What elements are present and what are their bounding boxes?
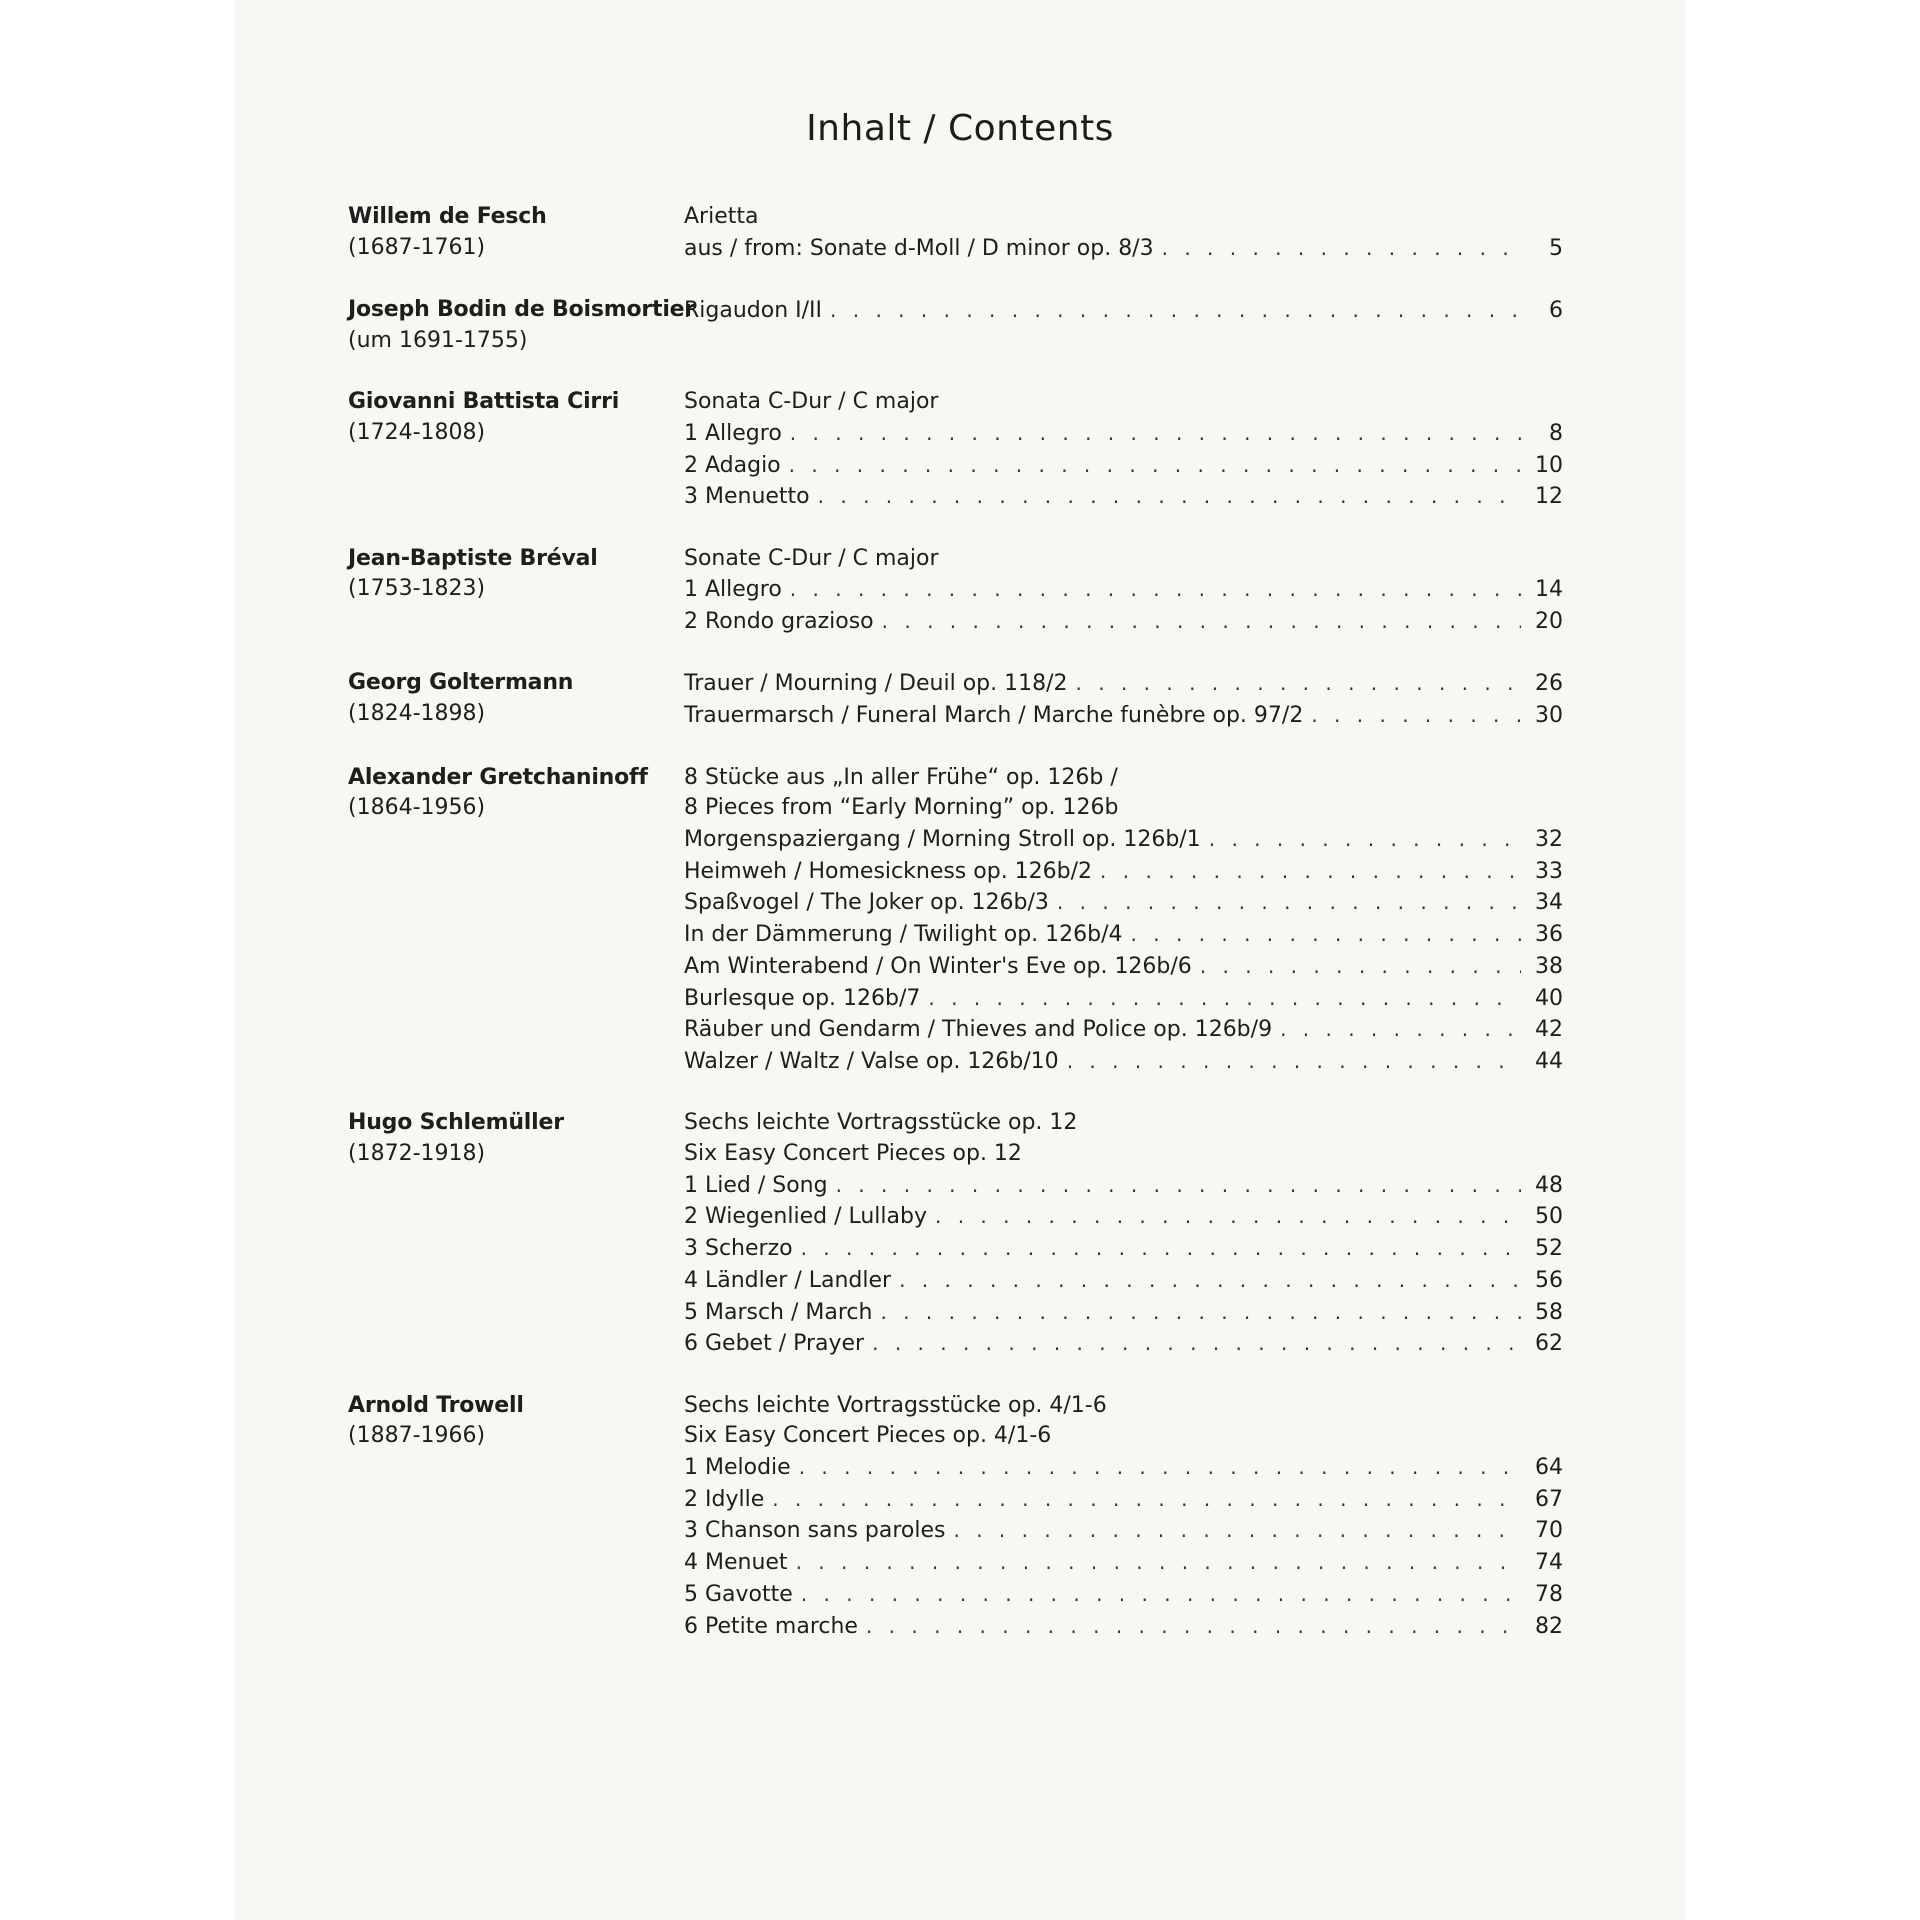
toc-entry: [684, 1328, 1563, 1360]
composer-name: Jean-Baptiste Bréval: [348, 545, 598, 571]
composer-dates: (1687-1761): [348, 234, 486, 260]
entry-title: 6 Petite marche: [684, 1613, 858, 1639]
document-page: [235, 0, 1685, 1920]
entry-page-number: 52: [1535, 1236, 1563, 1262]
composer-dates: (1872-1918): [348, 1141, 486, 1166]
dot-leader: [830, 295, 1521, 326]
work-heading: Six Easy Concert Pieces op. 12: [684, 1141, 1022, 1166]
dot-leader: [1311, 700, 1521, 731]
dot-leader: [772, 1484, 1521, 1515]
entry-title: 4 Ländler / Landler: [684, 1267, 892, 1293]
entry-page-number: 32: [1535, 826, 1563, 852]
entry-page-number: 8: [1549, 420, 1563, 446]
work-heading: 8 Stücke aus „In aller Frühe“ op. 126b /: [684, 764, 1118, 790]
dot-leader: [935, 1201, 1521, 1232]
entry-title: Am Winterabend / On Winter's Eve op. 126b/6: [684, 953, 1192, 979]
toc-entry: [684, 1170, 1563, 1202]
composer-info: [348, 1108, 684, 1360]
entry-title: Trauer / Mourning / Deuil op. 118/2: [684, 671, 1068, 697]
entry-title: Räuber und Gendarm / Thieves and Police op. 126b/9: [684, 1017, 1273, 1043]
composer-info: [348, 668, 684, 731]
entry-title: Rigaudon I/II: [684, 298, 823, 324]
entry-title: 3 Chanson sans paroles: [684, 1518, 946, 1544]
entry-page-number: 70: [1535, 1518, 1563, 1544]
dot-leader: [899, 1265, 1521, 1296]
dot-leader: [1131, 919, 1521, 950]
entry-page-number: 50: [1535, 1204, 1563, 1230]
composer-name: Willem de Fesch: [348, 204, 547, 229]
toc-entry: [684, 1233, 1563, 1265]
composer-section: [348, 202, 1563, 264]
dot-leader: [801, 1579, 1521, 1610]
composer-section: [348, 668, 1563, 731]
dot-leader: [882, 606, 1521, 637]
toc-entry: [684, 1579, 1563, 1611]
entry-page-number: 42: [1535, 1017, 1563, 1043]
works-list: [684, 544, 1563, 638]
toc-entry: [684, 295, 1563, 327]
composer-section: [348, 387, 1563, 513]
work-heading: 8 Pieces from “Early Morning” op. 126b: [684, 795, 1119, 821]
work-heading: Sechs leichte Vortragsstücke op. 12: [684, 1110, 1078, 1136]
entry-title: 5 Gavotte: [684, 1581, 793, 1607]
entry-title: 2 Rondo grazioso: [684, 609, 874, 635]
toc-entry: [684, 1611, 1563, 1643]
entry-title: Burlesque op. 126b/7: [684, 985, 921, 1011]
dot-leader: [1100, 856, 1521, 887]
entry-page-number: 36: [1535, 922, 1563, 948]
composer-dates: (1824-1898): [348, 701, 486, 727]
toc-entry: [684, 1547, 1563, 1579]
composer-dates: (1887-1966): [348, 1423, 486, 1449]
entry-page-number: 26: [1535, 671, 1563, 697]
composer-dates: (1724-1808): [348, 419, 486, 445]
composer-section: [348, 763, 1563, 1078]
work-heading: Sonata C-Dur / C major: [684, 389, 939, 415]
composer-name: Arnold Trowell: [348, 1392, 524, 1418]
toc-entry: [684, 856, 1563, 888]
work-heading: Six Easy Concert Pieces op. 4/1-6: [684, 1423, 1052, 1449]
toc-entry: [684, 824, 1563, 856]
dot-leader: [1200, 951, 1521, 982]
entry-page-number: 58: [1535, 1299, 1563, 1325]
entry-page-number: 40: [1535, 985, 1563, 1011]
entry-title: 3 Scherzo: [684, 1236, 793, 1262]
dot-leader: [872, 1328, 1521, 1359]
entry-page-number: 20: [1535, 609, 1563, 635]
composer-name: Hugo Schlemüller: [348, 1110, 564, 1136]
toc-entry: [684, 606, 1563, 638]
composer-section: [348, 295, 1563, 356]
works-list: [684, 387, 1563, 513]
entry-page-number: 14: [1535, 577, 1563, 603]
toc-entry: [684, 481, 1563, 513]
entry-page-number: 78: [1535, 1581, 1563, 1607]
dot-leader: [818, 481, 1521, 512]
entry-title: Trauermarsch / Funeral March / Marche funèbre op. 97/2: [684, 703, 1304, 729]
dot-leader: [1162, 233, 1521, 264]
dot-leader: [1209, 824, 1521, 855]
composer-name: Georg Goltermann: [348, 670, 574, 696]
dot-leader: [790, 574, 1521, 605]
entry-title: In der Dämmerung / Twilight op. 126b/4: [684, 922, 1123, 948]
composer-name: Giovanni Battista Cirri: [348, 389, 620, 415]
toc-entry: [684, 418, 1563, 450]
composer-info: [348, 544, 684, 638]
entry-page-number: 10: [1535, 452, 1563, 478]
entry-page-number: 6: [1549, 298, 1563, 324]
dot-leader: [1076, 668, 1521, 699]
toc-entry: [684, 450, 1563, 482]
entry-title: Spaßvogel / The Joker op. 126b/3: [684, 890, 1049, 916]
entry-page-number: 56: [1535, 1267, 1563, 1293]
toc-entry: [684, 1452, 1563, 1484]
composer-info: [348, 763, 684, 1078]
entry-page-number: 64: [1535, 1455, 1563, 1481]
work-heading: Sonate C-Dur / C major: [684, 545, 939, 571]
toc-entry: [684, 1046, 1563, 1078]
toc-entry: [684, 1201, 1563, 1233]
entry-page-number: 67: [1535, 1486, 1563, 1512]
works-list: [684, 202, 1563, 264]
composer-info: [348, 295, 696, 356]
entry-title: Morgenspaziergang / Morning Stroll op. 126b/1: [684, 826, 1201, 852]
toc-entry: [684, 1014, 1563, 1046]
toc-entry: [684, 1265, 1563, 1297]
composer-info: [348, 387, 684, 513]
entry-page-number: 12: [1535, 484, 1563, 510]
composer-info: [348, 202, 684, 264]
dot-leader: [799, 1452, 1521, 1483]
table-of-contents: [348, 202, 1563, 1673]
entry-title: 4 Menuet: [684, 1550, 788, 1576]
entry-title: 2 Idylle: [684, 1486, 765, 1512]
entry-page-number: 48: [1535, 1172, 1563, 1198]
entry-page-number: 74: [1535, 1550, 1563, 1576]
toc-entry: [684, 233, 1563, 265]
toc-entry: [684, 574, 1563, 606]
entry-title: 1 Allegro: [684, 420, 782, 446]
composer-name: Alexander Gretchaninoff: [348, 764, 648, 790]
works-list: [684, 668, 1563, 731]
entry-title: Heimweh / Homesickness op. 126b/2: [684, 858, 1093, 884]
entry-page-number: 33: [1535, 858, 1563, 884]
composer-section: [348, 1391, 1563, 1643]
entry-title: 3 Menuetto: [684, 484, 810, 510]
toc-entry: [684, 1515, 1563, 1547]
entry-page-number: 82: [1535, 1613, 1563, 1639]
composer-dates: (um 1691-1755): [348, 327, 528, 353]
works-list: [684, 1108, 1563, 1360]
dot-leader: [836, 1170, 1521, 1201]
entry-page-number: 62: [1535, 1331, 1563, 1357]
composer-dates: (1864-1956): [348, 795, 486, 821]
works-list: [684, 763, 1563, 1078]
toc-entry: [684, 919, 1563, 951]
toc-entry: [684, 887, 1563, 919]
dot-leader: [796, 1547, 1521, 1578]
composer-info: [348, 1391, 684, 1643]
toc-entry: [684, 668, 1563, 700]
dot-leader: [1280, 1014, 1521, 1045]
entry-page-number: 5: [1549, 235, 1563, 261]
entry-title: 1 Allegro: [684, 577, 782, 603]
dot-leader: [789, 450, 1521, 481]
entry-page-number: 34: [1535, 890, 1563, 916]
entry-title: 5 Marsch / March: [684, 1299, 873, 1325]
works-list: [684, 295, 1563, 356]
entry-title: 1 Melodie: [684, 1455, 791, 1481]
dot-leader: [928, 983, 1521, 1014]
dot-leader: [1057, 887, 1521, 918]
entry-page-number: 38: [1535, 953, 1563, 979]
entry-title: Walzer / Waltz / Valse op. 126b/10: [684, 1048, 1059, 1074]
entry-page-number: 30: [1535, 703, 1563, 729]
toc-entry: [684, 700, 1563, 732]
entry-title: 2 Adagio: [684, 452, 781, 478]
composer-section: [348, 1108, 1563, 1360]
composer-section: [348, 544, 1563, 638]
entry-title: 6 Gebet / Prayer: [684, 1331, 865, 1357]
dot-leader: [1067, 1046, 1521, 1077]
dot-leader: [866, 1611, 1521, 1642]
entry-title: 1 Lied / Song: [684, 1172, 828, 1198]
dot-leader: [790, 418, 1521, 449]
toc-entry: [684, 951, 1563, 983]
work-heading: Arietta: [684, 204, 759, 229]
composer-name: Joseph Bodin de Boismortier: [348, 297, 696, 323]
dot-leader: [880, 1297, 1521, 1328]
work-heading: Sechs leichte Vortragsstücke op. 4/1-6: [684, 1392, 1107, 1418]
entry-page-number: 44: [1535, 1048, 1563, 1074]
entry-title: 2 Wiegenlied / Lullaby: [684, 1204, 927, 1230]
dot-leader: [801, 1233, 1521, 1264]
page-title: Inhalt / Contents: [806, 108, 1114, 149]
dot-leader: [954, 1515, 1522, 1546]
entry-title: aus / from: Sonate d-Moll / D minor op. 8/3: [684, 235, 1154, 261]
toc-entry: [684, 1297, 1563, 1329]
toc-entry: [684, 1484, 1563, 1516]
toc-entry: [684, 983, 1563, 1015]
works-list: [684, 1391, 1563, 1643]
composer-dates: (1753-1823): [348, 576, 486, 602]
